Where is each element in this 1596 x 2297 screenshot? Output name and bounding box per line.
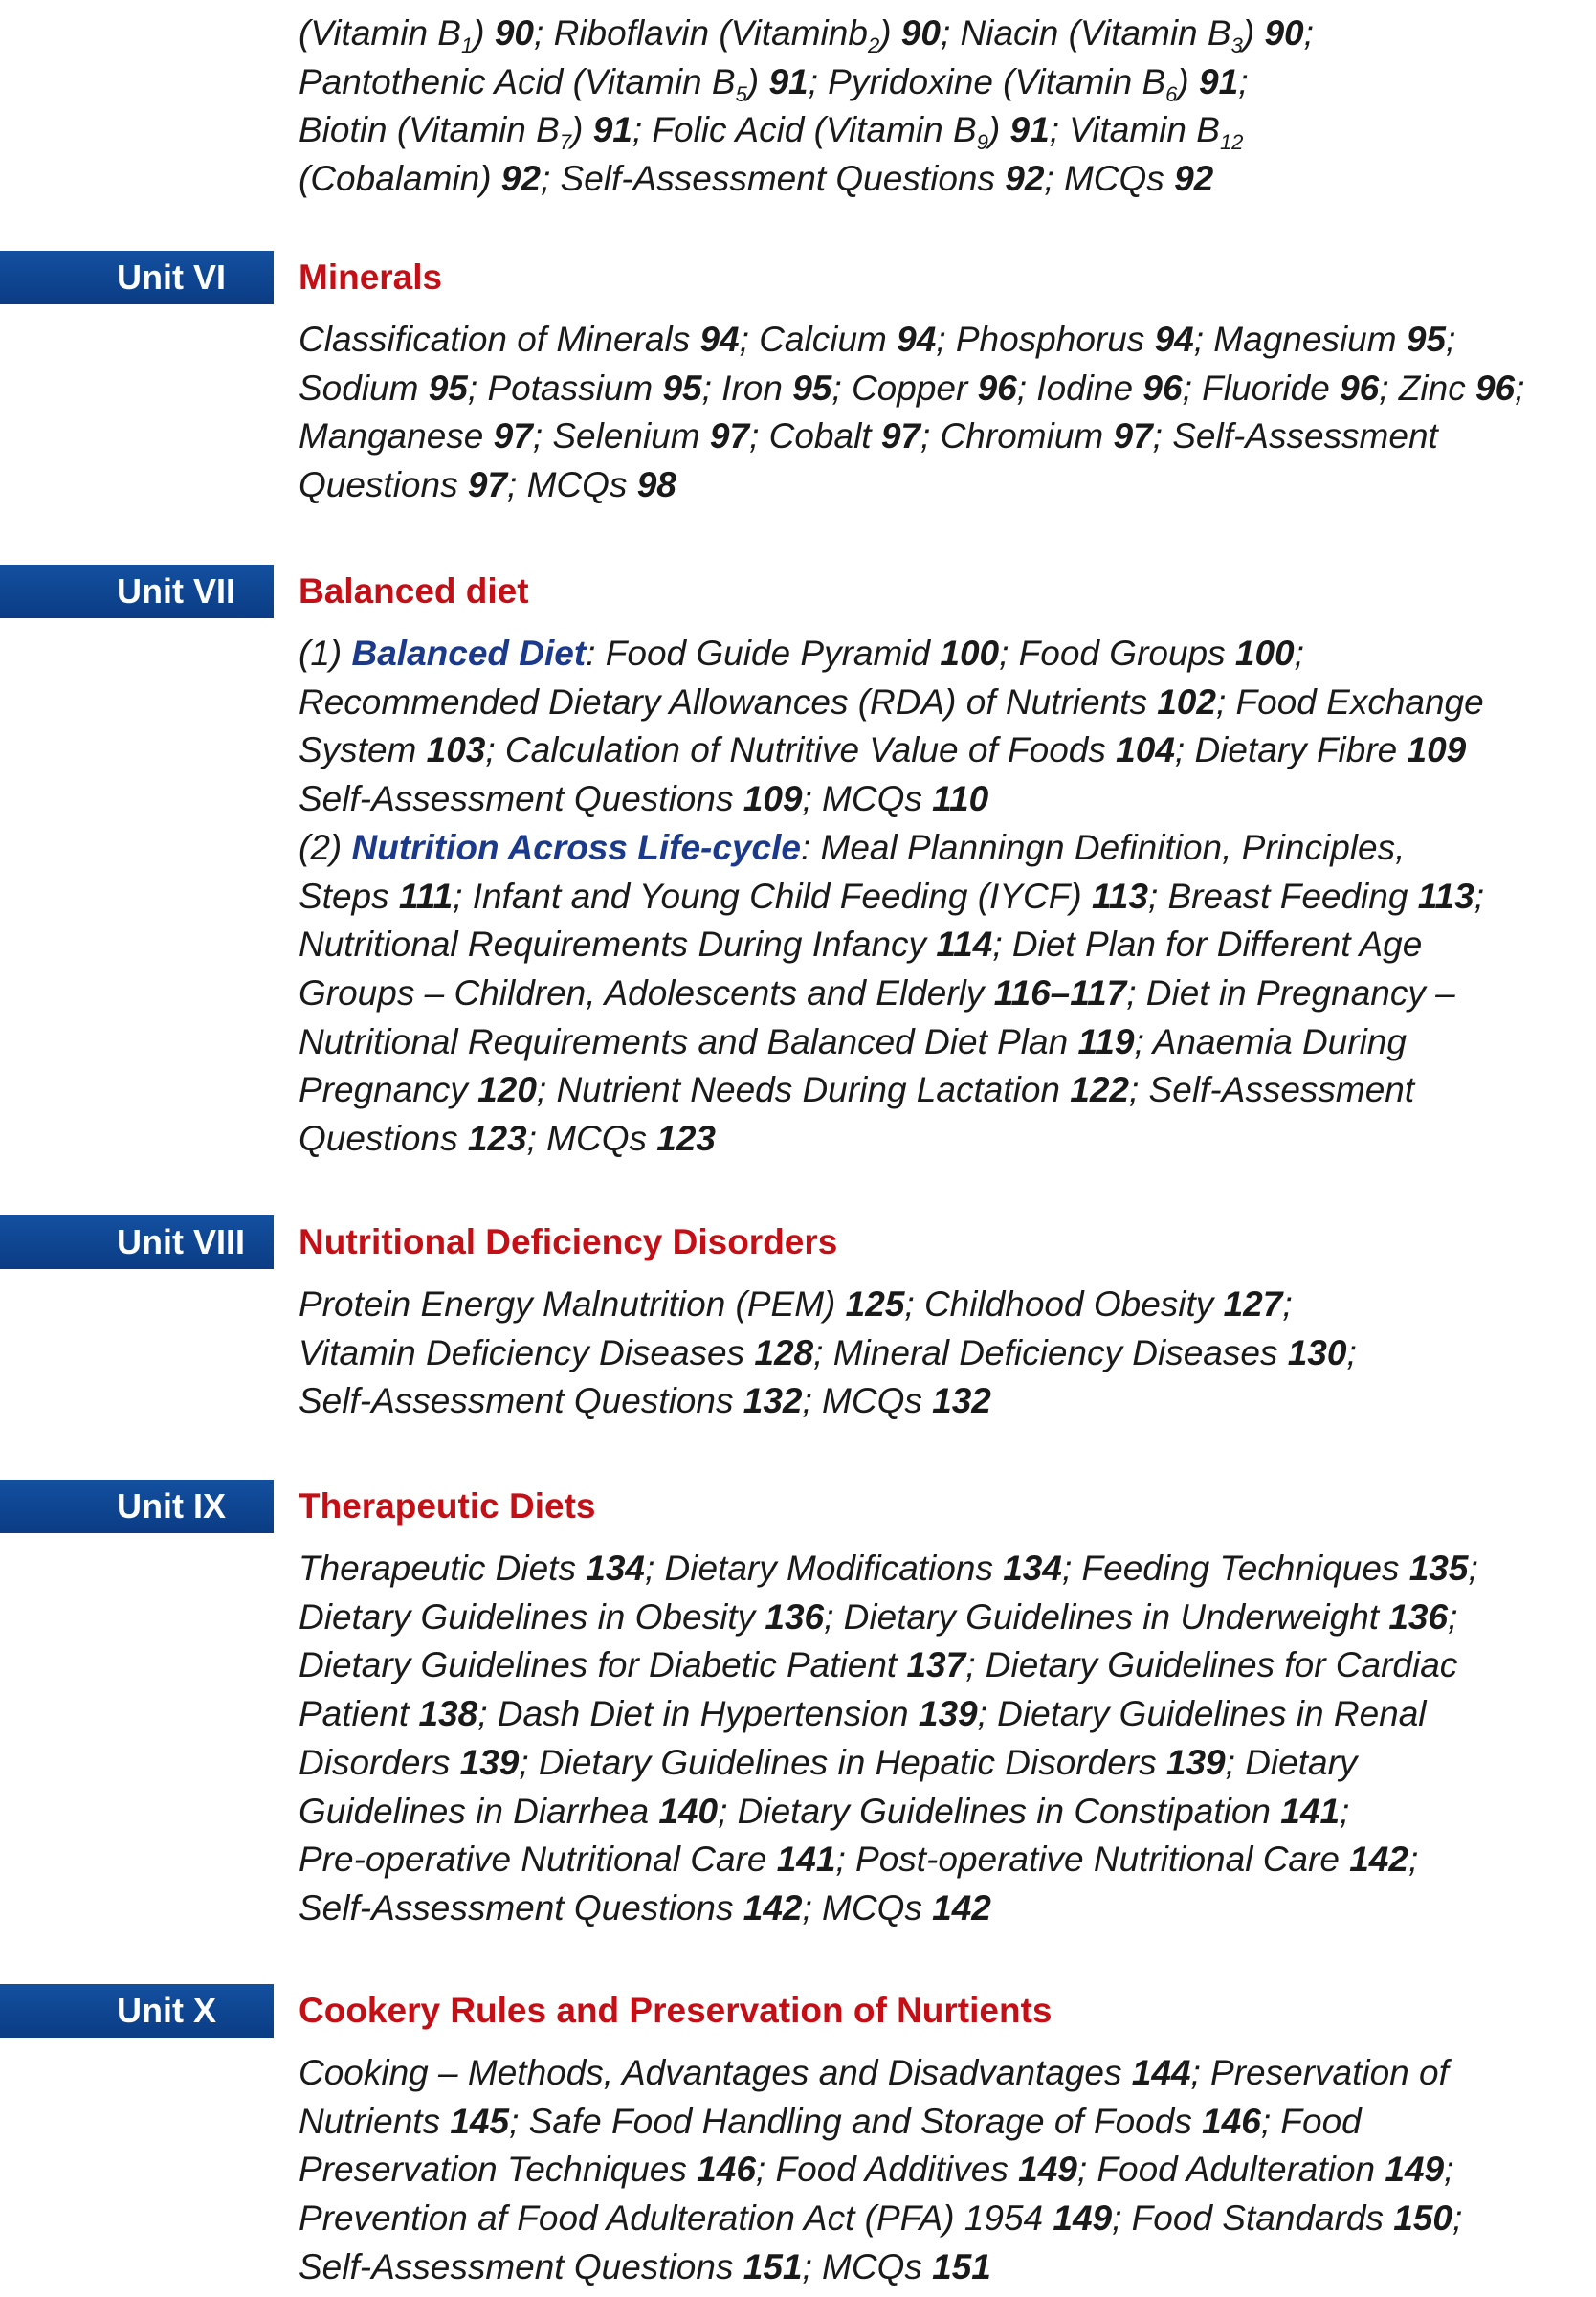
page-number: 100 (1234, 634, 1295, 673)
unit-title: Nutritional Deficiency Disorders (299, 1222, 838, 1261)
page-number: 96 (977, 368, 1017, 408)
toc-entry-line (299, 1115, 1581, 1164)
entry-text: ; Food Groups (999, 634, 1235, 673)
entry-text: Dietary Guidelines in Obesity (299, 1596, 765, 1637)
entry-text: ; Dietary Guidelines for Cardiac (965, 1645, 1458, 1685)
page-number: 151 (743, 2246, 803, 2286)
subscript: 6 (1165, 81, 1178, 106)
page-number: 110 (932, 779, 989, 819)
entry-text: ; Food Adulteration (1076, 2150, 1385, 2190)
entry-text: Sodium (299, 368, 429, 408)
entry-text: Disorders (299, 1742, 460, 1782)
page-number: 95 (428, 368, 468, 408)
entry-text: (Cobalamin) (299, 159, 501, 199)
entry-text: Recommended Dietary Allowances (RDA) of Nutrients (299, 681, 1158, 722)
toc-entry-line (299, 726, 1581, 775)
page-number: 97 (709, 416, 750, 457)
unit-entries (299, 1281, 1581, 1426)
page-number: 149 (1385, 2150, 1445, 2190)
toc-entry-line (299, 970, 1581, 1018)
entry-text: ; Infant and Young Child Feeding (IYCF) (453, 876, 1092, 916)
entry-text: Classification of Minerals (299, 320, 700, 359)
entry-text: : Meal Planningn Definition, Principles, (800, 827, 1406, 867)
entry-text: ; Pyridoxine (Vitamin B (808, 61, 1166, 101)
page-number: 91 (768, 61, 809, 101)
toc-entry-line (299, 2098, 1581, 2147)
page-number: 92 (500, 159, 541, 199)
entry-text: ; MCQs (802, 1887, 933, 1928)
entry-text: ) (1242, 13, 1265, 53)
page-number: 92 (1005, 159, 1045, 199)
entry-text: ; (1294, 634, 1304, 673)
entry-text: Groups – Children, Adolescents and Elderly (299, 972, 994, 1013)
subscript: 2 (867, 33, 880, 57)
entry-text: Pantothenic Acid (Vitamin B (299, 61, 736, 101)
unit-entries (299, 2049, 1581, 2292)
page-number: 149 (1018, 2150, 1077, 2190)
toc-entry-line (299, 106, 1571, 155)
page-number: 150 (1393, 2198, 1452, 2239)
toc-entry-line (299, 1066, 1581, 1115)
entry-text: ; Iodine (1016, 368, 1143, 408)
entry-text: ; (1448, 1596, 1458, 1637)
entry-text: ; Anaemia During (1134, 1021, 1407, 1061)
unit-tab: Unit VI (0, 251, 274, 304)
page-number: 142 (1349, 1840, 1408, 1880)
toc-entry-line (299, 1377, 1581, 1426)
entry-text: ; Fluoride (1182, 368, 1341, 408)
subscript: 1 (461, 33, 474, 57)
entry-text: ; (1340, 1791, 1350, 1831)
entry-text: ; (1282, 1284, 1293, 1324)
page-number: 125 (845, 1284, 905, 1324)
page-number: 90 (900, 13, 941, 53)
entry-text: Patient (299, 1694, 419, 1734)
page-number: 139 (918, 1694, 978, 1734)
page-number: 135 (1408, 1549, 1469, 1588)
entry-text: ; Post-operative Nutritional Care (835, 1840, 1350, 1880)
entry-text: ; (1346, 1332, 1357, 1372)
entry-text: Therapeutic Diets (299, 1549, 587, 1588)
toc-entry-line (299, 1884, 1581, 1933)
unit-title: Minerals (299, 257, 443, 297)
toc-entry-line (299, 2049, 1581, 2098)
page-number: 144 (1131, 2053, 1191, 2092)
entry-text: ; (1238, 61, 1249, 101)
page-number: 141 (776, 1840, 836, 1880)
entry-text: Self-Assessment Questions (299, 1381, 743, 1421)
entry-text: : Food Guide Pyramid (586, 634, 941, 673)
entry-text: Self-Assessment Questions (299, 1887, 743, 1928)
toc-entry-line (299, 365, 1581, 413)
page-number: 98 (636, 465, 676, 505)
page-number: 96 (1340, 368, 1380, 408)
toc-entry-line (299, 1641, 1581, 1690)
entry-text: ; Iron (701, 368, 793, 408)
entry-text: ; Nutrient Needs During Lactation (536, 1070, 1071, 1110)
entry-text: Protein Energy Malnutrition (PEM) (299, 1284, 846, 1324)
entry-text: ; Feeding Techniques (1061, 1549, 1409, 1588)
page-number: 102 (1157, 681, 1216, 722)
toc-entry-line (299, 630, 1581, 679)
toc-entry-line (299, 2243, 1581, 2292)
entry-text: Nutritional Requirements and Balanced Diet Plan (299, 1021, 1078, 1061)
toc-entry-line (299, 413, 1581, 461)
entry-text: ; (1474, 876, 1484, 916)
toc-entry-line (299, 1788, 1581, 1837)
entry-text: ; Food Additives (755, 2150, 1019, 2190)
section-heading: Nutrition Across Life-cycle (351, 827, 801, 867)
entry-text: ; MCQs (802, 1381, 933, 1421)
page-number: 95 (1406, 320, 1446, 359)
subscript: 12 (1219, 130, 1244, 155)
entry-text: ; Selenium (532, 416, 710, 457)
page-number: 140 (658, 1791, 719, 1831)
entry-text: ) (879, 13, 901, 53)
entry-text: ; Cobalt (749, 416, 881, 457)
toc-entry-line (299, 461, 1581, 510)
entry-text: ; Self-Assessment Questions (540, 159, 1006, 199)
entry-text: ) (1177, 61, 1200, 101)
page-number: 100 (940, 634, 1000, 673)
entry-text: (2) (299, 827, 352, 867)
page-number: 145 (450, 2101, 510, 2141)
page-number: 113 (1091, 876, 1148, 916)
entry-text: ; Food Exchange (1215, 681, 1484, 722)
page-number: 97 (880, 416, 921, 457)
page-number: 136 (1388, 1596, 1449, 1637)
page-number: 97 (1113, 416, 1153, 457)
toc-entry-line (299, 1739, 1581, 1788)
entry-text: Nutrients (299, 2101, 451, 2141)
section-heading: Balanced Diet (351, 634, 587, 673)
entry-text: Manganese (299, 416, 494, 457)
page-number: 92 (1174, 159, 1214, 199)
page-number: 116–117 (993, 972, 1127, 1013)
page-number: 109 (743, 779, 803, 819)
entry-text: Biotin (Vitamin B (299, 110, 560, 150)
page-number: 91 (1199, 61, 1239, 101)
page-number: 128 (754, 1332, 814, 1372)
entry-text: (1) (299, 634, 352, 673)
page-number: 94 (699, 320, 740, 359)
entry-text: ; Dietary Guidelines in Underweight (824, 1596, 1389, 1637)
entry-text: ) (571, 110, 593, 150)
toc-entry-line (299, 58, 1571, 107)
page-number: 138 (418, 1694, 478, 1734)
page-number: 91 (592, 110, 632, 150)
toc-entry-line (299, 679, 1581, 727)
unit-entries (299, 630, 1581, 1164)
toc-entry-line (299, 775, 1581, 824)
entry-text: ; Calcium (739, 320, 898, 359)
entry-text: ; Dietary (1225, 1742, 1358, 1782)
entry-text: ; Potassium (467, 368, 663, 408)
entry-text: Self-Assessment Questions (299, 779, 743, 819)
page-number: 141 (1280, 1791, 1341, 1831)
entry-text: ; Diet Plan for Different Age (992, 925, 1423, 965)
page-number: 123 (467, 1119, 527, 1159)
entry-text: ; Childhood Obesity (904, 1284, 1224, 1324)
entry-text: Preservation Techniques (299, 2150, 698, 2190)
entry-text: ; (1303, 13, 1314, 53)
page-number: 142 (743, 1887, 803, 1928)
entry-text: ; Dash Diet in Hypertension (477, 1694, 919, 1734)
entry-text: ) (746, 61, 769, 101)
entry-text: ; Dietary Guidelines in Constipation (718, 1791, 1281, 1831)
entry-text: ; Diet in Pregnancy – (1126, 972, 1455, 1013)
page-number: 96 (1142, 368, 1183, 408)
toc-entry-line (299, 1329, 1581, 1378)
page-number: 120 (477, 1070, 537, 1110)
unit-tab: Unit VII (0, 565, 274, 618)
page-number: 91 (1009, 110, 1050, 150)
entry-text: ; (1452, 2198, 1463, 2239)
page-number: 139 (1165, 1742, 1226, 1782)
toc-entry-line (299, 1018, 1581, 1067)
page-number: 132 (743, 1381, 803, 1421)
toc-entry-line (299, 2195, 1581, 2243)
entry-text: ; Self-Assessment (1129, 1070, 1415, 1110)
entry-text: ; Niacin (Vitamin B (940, 13, 1231, 53)
subscript: 9 (976, 130, 988, 155)
previous-unit-continuation (299, 10, 1571, 204)
page-number: 97 (493, 416, 533, 457)
page-number: 94 (1154, 320, 1194, 359)
toc-entry-line (299, 1690, 1581, 1739)
unit-title: Cookery Rules and Preservation of Nurtients (299, 1991, 1053, 2030)
entry-text: ; MCQs (802, 779, 933, 819)
entry-text: ; Phosphorus (936, 320, 1155, 359)
page-number: 134 (1003, 1549, 1062, 1588)
page-number: 137 (906, 1645, 966, 1685)
entry-text: ; Mineral Deficiency Diseases (813, 1332, 1288, 1372)
entry-text: ; (1444, 2150, 1454, 2190)
page-number: 95 (792, 368, 832, 408)
entry-text: ; Dietary Fibre (1174, 730, 1408, 770)
page-number: 103 (426, 730, 486, 770)
entry-text: ; MCQs (526, 1119, 657, 1159)
entry-text: ; Dietary Guidelines in Renal (977, 1694, 1427, 1734)
entry-text: ; Self-Assessment (1152, 416, 1438, 457)
entry-text: ) (987, 110, 1010, 150)
entry-text: Self-Assessment Questions (299, 2246, 743, 2286)
toc-entry-line (299, 824, 1581, 873)
entry-text: ; (1468, 1549, 1478, 1588)
page-number: 136 (765, 1596, 825, 1637)
entry-text: Steps (299, 876, 399, 916)
page-number: 122 (1070, 1070, 1129, 1110)
page-number: 119 (1077, 1021, 1135, 1061)
entry-text: Prevention af Food Adulteration Act (PFA) 1954 (299, 2198, 1053, 2239)
entry-text: ; (1408, 1840, 1419, 1880)
entry-text: Pre-operative Nutritional Care (299, 1840, 777, 1880)
subscript: 3 (1230, 33, 1243, 57)
page-number: 113 (1417, 876, 1474, 916)
entry-text: Guidelines in Diarrhea (299, 1791, 659, 1831)
entry-text: ; (1446, 320, 1456, 359)
entry-text: ; Copper (831, 368, 978, 408)
unit-tab: Unit IX (0, 1480, 274, 1533)
page-number: 132 (932, 1381, 991, 1421)
toc-entry-line (299, 1545, 1581, 1594)
entry-text: ; MCQs (1044, 159, 1175, 199)
entry-text: (Vitamin B (299, 13, 461, 53)
toc-entry-line (299, 2146, 1581, 2195)
entry-text: ; MCQs (507, 465, 637, 505)
entry-text: System (299, 730, 427, 770)
page-number: 151 (932, 2246, 991, 2286)
page-number: 127 (1223, 1284, 1283, 1324)
unit-entries (299, 316, 1581, 510)
toc-entry-line (299, 316, 1581, 365)
entry-text: ; MCQs (802, 2246, 933, 2286)
entry-text: Dietary Guidelines for Diabetic Patient (299, 1645, 907, 1685)
toc-entry-line (299, 1836, 1581, 1884)
toc-entry-line (299, 873, 1581, 922)
entry-text: ; Safe Food Handling and Storage of Foods (509, 2101, 1203, 2141)
page-number: 109 (1407, 730, 1467, 770)
entry-text: Pregnancy (299, 1070, 478, 1110)
entry-text: ; Dietary Guidelines in Hepatic Disorders (519, 1742, 1166, 1782)
entry-text: ; Riboflavin (Vitaminb (534, 13, 868, 53)
page-number: 134 (586, 1549, 645, 1588)
page-number: 95 (662, 368, 702, 408)
page-number: 123 (656, 1119, 717, 1159)
entry-text: ; Breast Feeding (1147, 876, 1418, 916)
page-number: 96 (1474, 368, 1516, 408)
unit-tab: Unit X (0, 1984, 274, 2038)
page-number: 114 (936, 925, 993, 965)
entry-text: ; Preservation of (1190, 2053, 1449, 2092)
entry-text: ; (1515, 368, 1525, 408)
toc-entry-line (299, 1281, 1581, 1329)
subscript: 5 (735, 81, 747, 106)
page-number: 130 (1287, 1332, 1347, 1372)
unit-title: Balanced diet (299, 571, 529, 611)
entry-text: Nutritional Requirements During Infancy (299, 925, 937, 965)
toc-entry-line (299, 155, 1571, 204)
unit-tab: Unit VIII (0, 1215, 274, 1269)
entry-text: Vitamin Deficiency Diseases (299, 1332, 755, 1372)
toc-entry-line (299, 921, 1581, 970)
page-number: 149 (1053, 2198, 1113, 2239)
entry-text: ; Food (1260, 2101, 1362, 2141)
entry-text: Cooking – Methods, Advantages and Disadvantages (299, 2053, 1132, 2092)
entry-text: ; Vitamin B (1049, 110, 1220, 150)
page-number: 146 (697, 2150, 756, 2190)
entry-text: ; Magnesium (1193, 320, 1407, 359)
page-number: 139 (459, 1742, 520, 1782)
page-number: 111 (398, 876, 454, 916)
toc-entry-line (299, 10, 1571, 58)
page-number: 142 (932, 1887, 991, 1928)
page-number: 97 (467, 465, 508, 505)
page-number: 90 (494, 13, 535, 53)
subscript: 7 (559, 130, 572, 155)
entry-text: Questions (299, 465, 468, 505)
entry-text: ; Chromium (920, 416, 1114, 457)
page-number: 90 (1264, 13, 1304, 53)
entry-text: ; Calculation of Nutritive Value of Foods (485, 730, 1117, 770)
page-number: 146 (1202, 2101, 1261, 2141)
entry-text: ; Dietary Modifications (644, 1549, 1004, 1588)
toc-entry-line (299, 1594, 1581, 1642)
entry-text: ; Folic Acid (Vitamin B (632, 110, 977, 150)
unit-title: Therapeutic Diets (299, 1486, 596, 1526)
page-number: 104 (1116, 730, 1175, 770)
entry-text: Questions (299, 1119, 468, 1159)
entry-text: ; Food Standards (1112, 2198, 1394, 2239)
unit-entries (299, 1545, 1581, 1933)
entry-text: ; Zinc (1379, 368, 1475, 408)
page-number: 94 (897, 320, 937, 359)
entry-text: ) (473, 13, 495, 53)
